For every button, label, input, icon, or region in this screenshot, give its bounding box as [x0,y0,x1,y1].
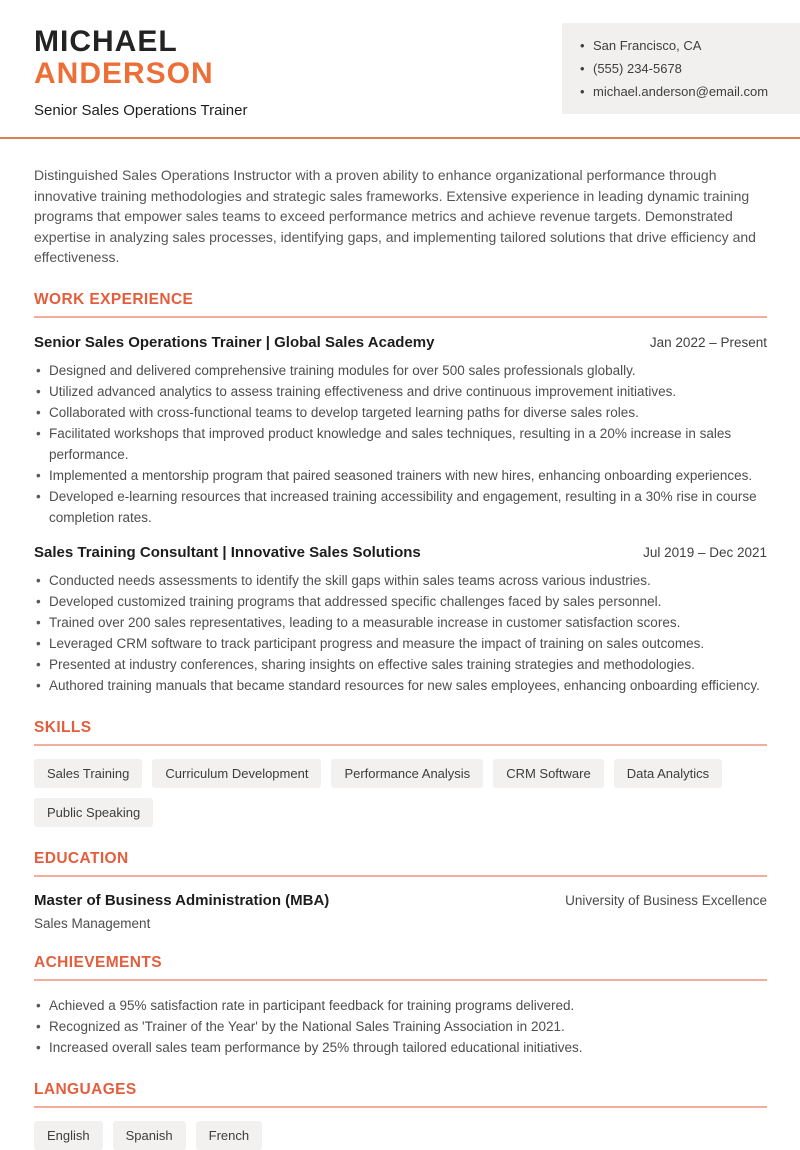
job-bullet-list [34,570,767,696]
candidate-first-name: MICHAEL [34,25,178,58]
language-chip: French [196,1121,262,1150]
skill-chip: Public Speaking [34,798,153,827]
skill-chip: Sales Training [34,759,142,788]
language-chip: English [34,1121,103,1150]
job-bullet: • Authored training manuals that became standard resources for new sales employees, enhancing onboarding efficiency. [34,675,767,696]
job-bullet: • Conducted needs assessments to identify the skill gaps within sales teams across various industries. [34,570,767,591]
job-title: Sales Training Consultant | Innovative Sales Solutions [34,543,421,561]
job-bullet-list [34,360,767,528]
candidate-job-title: Senior Sales Operations Trainer [34,102,248,119]
section-divider [34,1106,767,1108]
language-chip: Spanish [113,1121,186,1150]
section-divider [34,316,767,318]
job-dates: Jan 2022 – Present [649,334,767,350]
section-achievements [34,954,767,1058]
section-work-experience [34,291,767,696]
achievement-bullet: • Increased overall sales team performance by 25% through tailored educational initiatives. [34,1037,767,1058]
job-header-row [34,544,767,561]
contact-item: • michael.anderson@email.com [580,80,788,103]
resume-header [0,0,800,139]
skills-chip-list [34,759,767,827]
education-school: University of Business Excellence [565,892,767,908]
contact-item: • San Francisco, CA [580,34,788,57]
contact-card [562,23,800,114]
skill-chip: Data Analytics [614,759,722,788]
job-bullet: • Developed customized training programs that addressed specific challenges faced by sales personnel. [34,591,767,612]
languages-chip-list [34,1121,767,1150]
work-experience-heading: WORK EXPERIENCE [34,290,194,308]
skills-heading: SKILLS [34,718,92,736]
summary-paragraph: Distinguished Sales Operations Instructor with a proven ability to enhance organizational performance through innovative training methodologies and strategic sales frameworks. Extensive experience in leading dynamic training programs that empower sales teams to exceed performance metrics and achieve revenue targets. Demonstrated expertise in analyzing sales processes, identifying gaps, and implementing tailored solutions that drive efficiency and effectiveness. [34,167,756,265]
section-education [34,850,767,931]
section-skills [34,719,767,827]
education-heading: EDUCATION [34,849,129,867]
job-dates: Jul 2019 – Dec 2021 [643,544,767,560]
job-entry [34,544,767,696]
contact-list [580,34,788,103]
education-entry-row [34,892,767,909]
job-bullet: • Facilitated workshops that improved product knowledge and sales techniques, resulting in a 20% increase in sales performance. [34,423,767,465]
section-languages [34,1081,767,1150]
education-field: Sales Management [34,915,151,931]
skill-chip: Performance Analysis [331,759,483,788]
job-bullet: • Developed e-learning resources that increased training accessibility and engagement, resulting in a 30% rise in course completion rates. [34,486,767,528]
candidate-last-name: ANDERSON [34,57,214,90]
job-bullet: • Presented at industry conferences, sharing insights on effective sales training strategies and methodologies. [34,654,767,675]
education-degree: Master of Business Administration (MBA) [34,891,330,909]
achievements-bullet-list [34,995,767,1058]
achievements-heading: ACHIEVEMENTS [34,953,162,971]
achievement-bullet: • Achieved a 95% satisfaction rate in participant feedback for training programs delivered. [34,995,767,1016]
achievement-bullet: • Recognized as 'Trainer of the Year' by the National Sales Training Association in 2021. [34,1016,767,1037]
skill-chip: CRM Software [493,759,604,788]
section-divider [34,979,767,981]
job-entry [34,334,767,528]
job-header-row [34,334,767,351]
job-bullet: • Trained over 200 sales representatives, leading to a measurable increase in customer satisfaction scores. [34,612,767,633]
skill-chip: Curriculum Development [152,759,321,788]
contact-item: • (555) 234-5678 [580,57,788,80]
job-bullet: • Collaborated with cross-functional teams to develop targeted learning paths for diverse sales roles. [34,402,767,423]
job-list [34,334,767,696]
job-bullet: • Leveraged CRM software to track participant progress and measure the impact of training on sales outcomes. [34,633,767,654]
resume-body [0,165,800,1150]
section-divider [34,744,767,746]
job-bullet: • Utilized advanced analytics to assess training effectiveness and drive continuous improvement initiatives. [34,381,767,402]
job-bullet: • Designed and delivered comprehensive training modules for over 500 sales professionals globally. [34,360,767,381]
section-divider [34,875,767,877]
job-title: Senior Sales Operations Trainer | Global Sales Academy [34,333,435,351]
languages-heading: LANGUAGES [34,1080,137,1098]
job-bullet: • Implemented a mentorship program that paired seasoned trainers with new hires, enhancing onboarding experiences. [34,465,767,486]
